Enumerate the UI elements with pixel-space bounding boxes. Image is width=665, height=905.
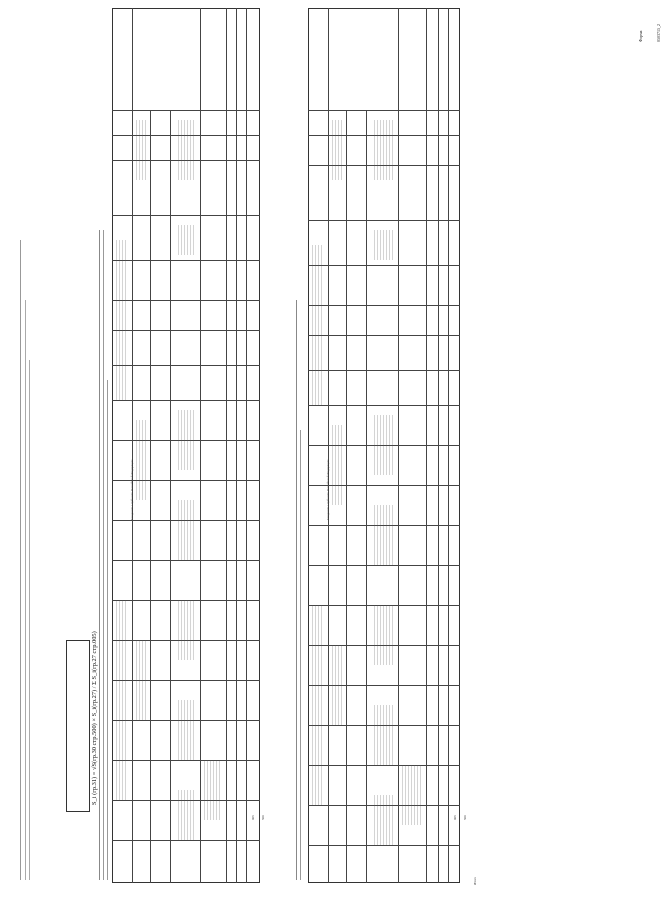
- form-ref-text: Форма 0503715_2: [638, 24, 661, 42]
- form-reference: [629, 24, 665, 42]
- section-header-1-text: Сведения о субъекте Российской Федерации: [130, 459, 134, 520]
- row-label-500: 500: [261, 815, 265, 820]
- table-2-row-500: [453, 815, 471, 820]
- row-label-005-t2: 005: [453, 815, 457, 820]
- total-label-text: Итого: [473, 876, 477, 885]
- section-header-2-text: Сведения о субъекте Российской Федерации: [326, 459, 330, 520]
- formula-text: S_i (гр.31) = √S(гр.30 стр.500) × S_i(гр.27) / Σ S_i(гр.27 стр.005): [91, 631, 98, 805]
- row-label-500-t2: 500: [463, 815, 467, 820]
- table-1-row-500: [251, 815, 269, 820]
- total-label: [463, 877, 481, 885]
- row-label-005: 005: [251, 815, 255, 820]
